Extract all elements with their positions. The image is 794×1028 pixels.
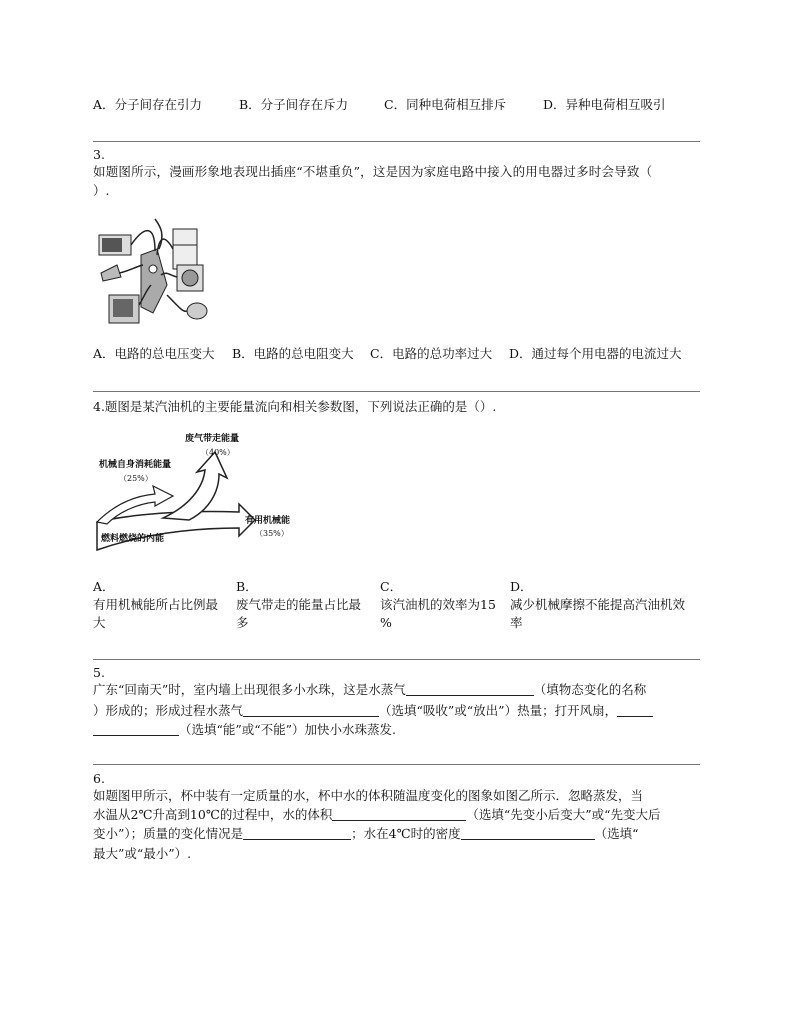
q5-line-3 (93, 721, 396, 739)
q6-number: 6. (93, 771, 105, 786)
q6-line-4: 最大”或“最小”）. (93, 846, 192, 861)
q6-text: （选填“ (594, 826, 639, 841)
option-text-cont: 率 (510, 615, 523, 630)
q5-line-1 (93, 681, 646, 699)
q2-option-c: C．同种电荷相互排斥 (384, 97, 507, 112)
q3-option-d: D．通过每个用电器的电流过大 (509, 346, 682, 361)
q5-blank-2[interactable] (243, 703, 379, 717)
q3-option-c: C．电路的总功率过大 (370, 346, 493, 361)
exhaust-label: 废气带走能量 (185, 434, 240, 444)
q5-line-2 (93, 702, 653, 720)
option-letter: A． (93, 579, 115, 594)
q6-text: 水温从2℃升高到10℃的过程中，水的体积 (93, 807, 333, 822)
useful-energy-label: 有用机械能 (245, 516, 291, 526)
useful-energy-pct: （35%） (255, 529, 289, 538)
option-letter: C． (380, 579, 403, 594)
q3-number: 3. (93, 147, 105, 162)
q3-cartoon-image (95, 215, 215, 327)
divider (93, 659, 700, 660)
q6-blank-1[interactable] (332, 807, 466, 821)
option-text-cont: % (380, 615, 392, 630)
divider (93, 391, 700, 392)
q3-option-a: A．电路的总电压变大 (93, 346, 215, 361)
machine-loss-pct: （25%） (119, 474, 153, 483)
q2-option-b: B．分子间存在斥力 (239, 97, 349, 112)
q4-option-d (510, 578, 685, 632)
fuel-energy-label: 燃料燃烧的内能 (101, 534, 165, 544)
q2-option-d: D．异种电荷相互吸引 (543, 97, 666, 112)
option-text: 有用机械能所占比例最 (93, 597, 219, 612)
q6-line-1: 如题图甲所示，杯中装有一定质量的水，杯中水的体积随温度变化的图象如图乙所示．忽略蒸发，当 (93, 788, 644, 803)
option-text-cont: 大 (93, 615, 106, 630)
option-text-cont: 多 (236, 615, 249, 630)
q5-blank-3a[interactable] (617, 703, 653, 717)
divider (93, 764, 700, 765)
q5-blank-3b[interactable] (93, 722, 179, 736)
q5-text: ）形成的；形成过程水蒸气 (93, 703, 244, 718)
exhaust-pct: （40%） (201, 448, 235, 457)
q6-line-3 (93, 825, 638, 843)
option-letter: D． (510, 579, 533, 594)
q3-stem: 如题图所示，漫画形象地表现出插座“不堪重负”，这是因为家庭电路中接入的用电器过多时会导致（ (93, 164, 653, 179)
q3-stem-cont: ）. (93, 183, 110, 198)
q2-option-a: A．分子间存在引力 (93, 97, 203, 112)
q5-text: （填物态变化的名称 (533, 682, 647, 697)
q5-text: （选填“吸收”或“放出”）热量；打开风扇， (379, 703, 618, 718)
q6-blank-2[interactable] (243, 826, 351, 840)
q5-number: 5. (93, 665, 105, 680)
option-text: 减少机械摩擦不能提高汽油机效 (510, 597, 686, 612)
q5-blank-1[interactable] (406, 682, 534, 696)
q4-option-c (380, 578, 496, 632)
q6-text: 变小”）；质量的变化情况是 (93, 826, 244, 841)
q4-option-a (93, 578, 218, 632)
q5-text: （选填“能”或“不能”）加快小水珠蒸发. (179, 722, 397, 737)
q4-stem: 4.题图是某汽油机的主要能量流向和相关参数图，下列说法正确的是（）. (93, 399, 497, 414)
q3-option-b: B．电路的总电阻变大 (232, 346, 354, 361)
q6-line-2 (93, 806, 661, 824)
option-text: 废气带走的能量占比最 (236, 597, 362, 612)
q6-blank-3[interactable] (461, 826, 595, 840)
q6-text: （选填“先变小后变大”或“先变大后 (466, 807, 661, 822)
option-text: 该汽油机的效率为15 (380, 597, 496, 612)
divider (93, 141, 700, 142)
q5-text: 广东“回南天”时，室内墙上出现很多小水珠，这是水蒸气 (93, 682, 406, 697)
q6-text: ；水在4℃时的密度 (351, 826, 461, 841)
q4-energy-flow-diagram (93, 426, 291, 562)
q4-option-b (236, 578, 361, 632)
option-letter: B． (236, 579, 258, 594)
machine-loss-label: 机械自身消耗能量 (99, 460, 172, 470)
